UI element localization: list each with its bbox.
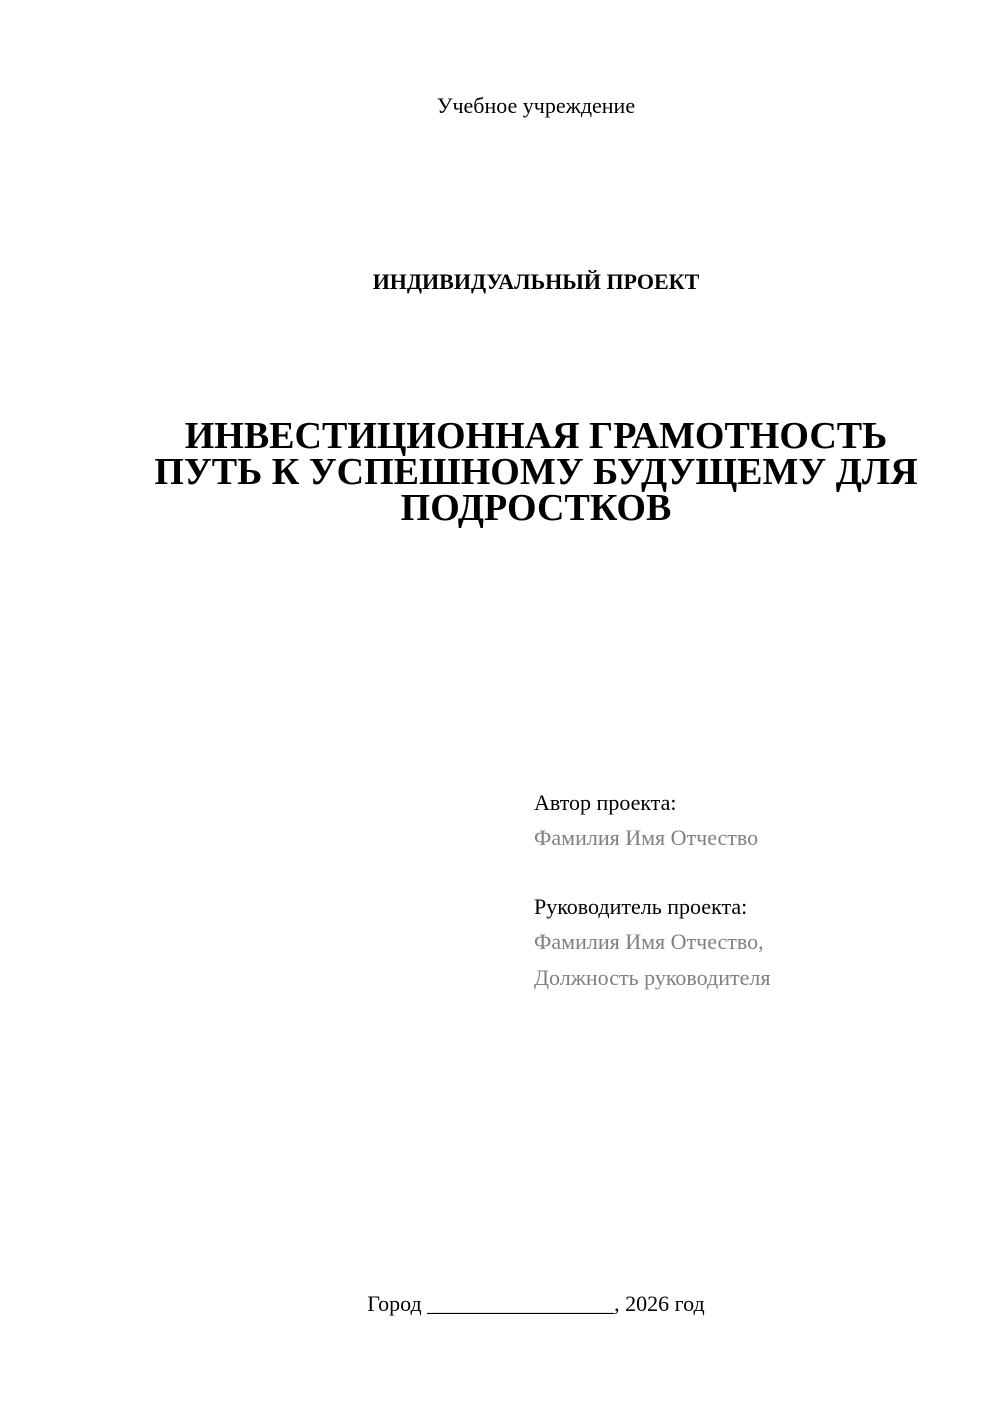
credits-spacer bbox=[534, 856, 974, 890]
supervisor-name: Фамилия Имя Отчество, bbox=[534, 929, 764, 954]
author-label: Автор проекта: bbox=[534, 790, 677, 815]
project-title bbox=[110, 415, 962, 529]
institution-name: Учебное учреждение bbox=[436, 93, 636, 118]
supervisor-label: Руководитель проекта: bbox=[534, 894, 748, 919]
author-name: Фамилия Имя Отчество bbox=[534, 825, 759, 850]
project-title-line-3: ПОДРОСТКОВ bbox=[400, 487, 672, 529]
document-type-heading: ИНДИВИДУАЛЬНЫЙ ПРОЕКТ bbox=[372, 269, 700, 294]
supervisor-position: Должность руководителя bbox=[534, 965, 771, 990]
project-title-line-2: ПУТЬ К УСПЕШНОМУ БУДУЩЕМУ ДЛЯ bbox=[154, 451, 918, 493]
project-title-line-1: ИНВЕСТИЦИОННАЯ ГРАМОТНОСТЬ bbox=[184, 415, 888, 457]
city-year-line: Город _________________, 2026 год bbox=[367, 1291, 705, 1316]
project-credits bbox=[534, 786, 974, 996]
